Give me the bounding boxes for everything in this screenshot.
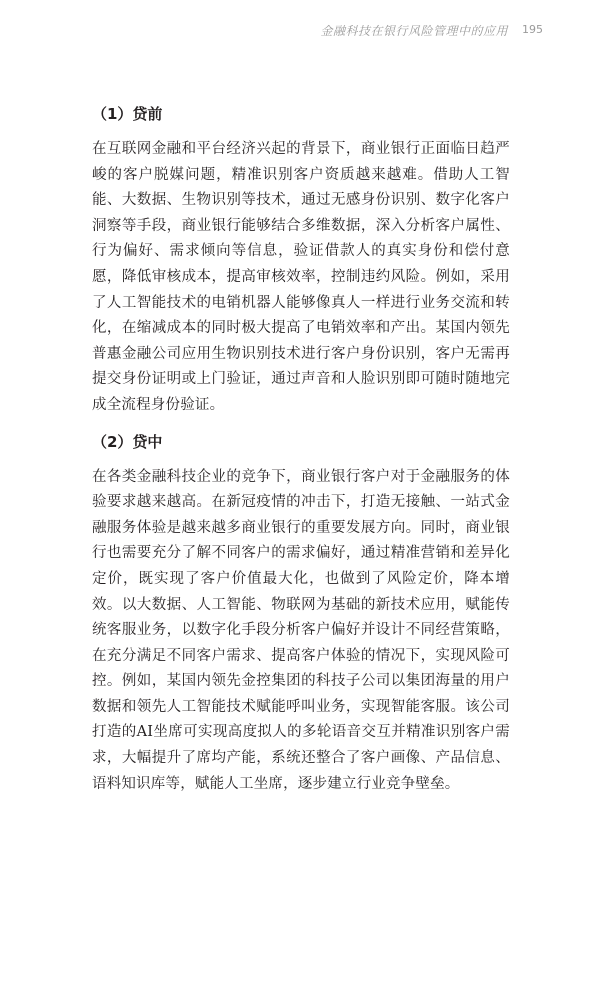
section-in-loan (92, 431, 510, 798)
running-header (0, 14, 600, 44)
section-pre-loan (92, 103, 510, 419)
page-body (92, 103, 510, 797)
section-paragraph: 在各类金融科技企业的竞争下，商业银行客户对于金融服务的体验要求越来越高。在新冠疫情的冲击下，打造无接触、一站式金融服务体验是越来越多商业银行的重要发展方向。同时，商业银行也需要充分了解不同客户的需求偏好，通过精准营销和差异化定价，既实现了客户价值最大化，也做到了风险定价，降本增效。以大数据、人工智能、物联网为基础的新技术应用，赋能传统客服业务，以数字化手段分析客户偏好并设计不同经营策略，在充分满足不同客户需求、提高客户体验的情况下，实现风险可控。例如，某国内领先金控集团的科技子公司以集团海量的用户数据和领先人工智能技术赋能呼叫业务，实现智能客服。该公司打造的AI坐席可实现高度拟人的多轮语音交互并精准识别客户需求，大幅提升了席均产能，系统还整合了客户画像、产品信息、语料知识库等，赋能人工坐席，逐步建立行业竞争壁垒。 (92, 468, 510, 792)
running-header-title: 金融科技在银行风险管理中的应用 (320, 24, 508, 38)
section-paragraph: 在互联网金融和平台经济兴起的背景下，商业银行正面临日趋严峻的客户脱媒问题，精准识别客户资质越来越难。借助人工智能、大数据、生物识别等技术，通过无感身份识别、数字化客户洞察等手段，商业银行能够结合多维数据，深入分析客户属性、行为偏好、需求倾向等信息，验证借款人的真实身份和偿付意愿，降低审核成本，提高审核效率，控制违约风险。例如，采用了人工智能技术的电销机器人能够像真人一样进行业务交流和转化，在缩减成本的同时极大提高了电销效率和产出。某国内领先普惠金融公司应用生物识别技术进行客户身份识别，客户无需再提交身份证明或上门验证，通过声音和人脸识别即可随时随地完成全流程身份验证。 (92, 141, 510, 413)
section-heading: （2）贷中 (92, 432, 163, 451)
page-number: 195 (522, 23, 543, 36)
section-heading: （1）贷前 (92, 105, 163, 123)
